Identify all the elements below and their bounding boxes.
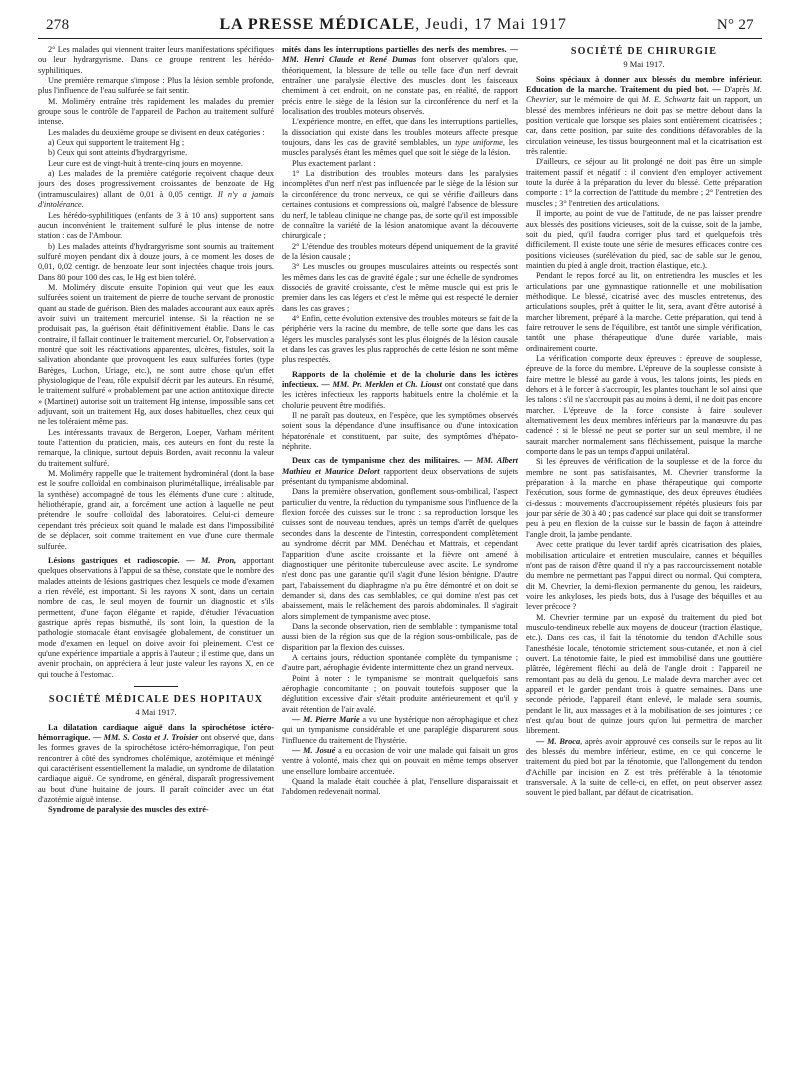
paragraph-text: ont constaté que dans les ictères infectieux les rapports habituels entre la cholémie et la cholurie peuvent être modifiés. xyxy=(282,380,518,410)
paragraph xyxy=(38,556,274,680)
article-author: M. E. Schwartz xyxy=(641,95,695,105)
section-title: SOCIÉTÉ MÉDICALE DES HOPITAUX xyxy=(48,693,264,705)
paragraph xyxy=(526,75,762,158)
paragraph: Quand la malade était couchée à plat, l'ensellure disparaissait et l'abdomen redevenait normal. xyxy=(282,777,518,797)
paragraph: 2° Les malades qui viennent traiter leurs manifestations spécifiques ou leur hydrargyrisme. Dans ce groupe rentrent les hérédo-syphilitiques. xyxy=(38,45,274,75)
section-title: SOCIÉTÉ DE CHIRURGIE xyxy=(570,46,718,57)
page-number: 278 xyxy=(46,17,70,33)
article-title: Lésions gastriques et radioscopie. — xyxy=(48,555,202,565)
paragraph xyxy=(282,746,518,777)
article-author: MM. Henri Claude et René Dumas xyxy=(282,55,417,65)
paragraph: Si les épreuves de vérification de la souplesse et de la force du membre ne sont pas satisfaisantes, M. Chevrier transforme la préparation à la marche en phase thérapeutique qui comporte l'exécution, sous forme de gymnastique, des deux épreuves étudiées ci-dessus : mouvements d'accroupissement répétés plusieurs fois par jour par série de 30 à 40 ; pas cadencé sur place qui doit se transformer peu à peu en flexion de la cuisse sur le bassin de façon à atteindre l'angle droit, la jambe pendante. xyxy=(526,457,762,539)
paragraph: Pendant le repos forcé au lit, on entretiendra les muscles et les articulations par une gymnastique rationnelle et une mobilisation méthodique. Le blessé, cicatrisé avec des muscles entretenus, des articulations souples, prêt à quitter le lit, sera, avant d'être autorisé à marcher librement, préparé à la marche. Cette préparation, qui tend à faire retrouver le sens de l'équilibre, est tantôt une simple vérification, tantôt une phase thérapeutique d'une durée variable, mais ordinairement courte. xyxy=(526,271,762,353)
issue-date: , Jeudi, 17 Mai 1917 xyxy=(415,16,567,33)
article-title: Syndrome de paralysie des muscles des extré- xyxy=(48,805,209,815)
journal-name: LA PRESSE MÉDICALE xyxy=(219,16,416,33)
section-date: 9 Mai 1917. xyxy=(623,59,665,70)
article-author: MM. Pr. Merklen et Ch. Lioust xyxy=(332,380,442,389)
paragraph: M. Moliméry discute ensuite l'opinion qui veut que les eaux sulfurées soient un traitement de pierre de touche servant de pronostic quant au stade de guérison. Bien des malades accourant aux eaux après avoir suivi un traitement mercuriel intense. Si la réaction ne se produisait pas, la guérison était définitivement établie. Dans le cas contraire, il fallait continuer le traitement mercuriel. Or, l'observation a montré que soit les réactivations apparentes, ulcères, fistules, soit la salivation abondante que provoquent les eaux sulfurées fortes (type Barèges, Luchon, Uriage, etc.), ne sont autre chose qu'un effet physiologique de l'eau, rôle expulsif décrit par les auteurs. En résumé, le traitement sulfuré « probablement par une action antitoxique directe » (Martinet) autorise soit un traitement Hg intense, impossible sans cet adjuvant, soit un traitement Hg, aux doses habituelles, chez ceux qui ne les toléraient même pas. xyxy=(38,282,274,427)
paragraph xyxy=(526,737,762,799)
column-2 xyxy=(282,45,518,816)
paragraph: Point à noter : le tympanisme se montrait quelquefois sans aérophagie concomitante ; on pouvait toutefois supposer que la déglutition excessive d'air s'était produite antérieurement et qu'il y avait rétention de l'air avalé. xyxy=(282,673,518,714)
journal-title xyxy=(219,16,566,34)
article-title: Soins spéciaux à donner aux blessés du membre inférieur. Education de la marche. Traitement du pied bot. — xyxy=(526,74,762,95)
paragraph-text: font observer qu'alors que, théoriquement, la blessure de telle ou telle face d'un nerf devrait entraîner une paralysie élective des muscles dont les faisceaux chemiment à cet endroit, on ne constate pas, en réalité, de rapport précis entre le siège de la lésion sur la circonférence du nerf et la localisation des troubles moteurs observés. xyxy=(282,55,518,117)
text-columns xyxy=(38,45,762,816)
paragraph-text: , après avoir approuvé ces conseils sur le repos au lit des blessés du membre inférieur, estime, en ce qui concerne le traitement du pied bot par la ténotomie, que l'allongement du tendon d'Achille par incision en Z est très préférable à la ténotomie transversale. A la suite de celle-ci, en effet, on peut observer assez souvent le pied ballant, par défaut de cicatrisation. xyxy=(526,736,762,798)
paragraph-text: a eu occasion de voir une malade qui faisait un gros ventre à volonté, mais chez qui on pouvait en même temps observer une ensellure lombaire accentuée. xyxy=(282,746,518,776)
article-title: La dilatation cardiaque aiguë dans la spirochétose ictéro-hémorragique. — xyxy=(38,722,274,742)
section-date: 4 Mai 1917. xyxy=(135,707,177,718)
paragraph-text: fait un rapport, un blessé des membres inférieurs ne doit pas se mettre debout dans la position verticale que lorsque ses plaies sont entièrement cicatrisées ; car, dans cette position, par suite des conditions défavorables de la circulation veineuse, les tissus bourgeonnent mal et la cicatrisation est très ralentie. xyxy=(526,95,762,157)
paragraph: Plus exactement parlant : xyxy=(292,158,376,168)
column-1 xyxy=(38,45,274,816)
article-title: mités dans les interruptions partielles des nerfs des membres. — xyxy=(282,45,518,54)
paragraph: b) Les malades atteints d'hydrargyrisme sont soumis au traitement sulfuré moyen pendant dix à douze jours, à ce moment les doses de 0,01, 0,02 centigr. de benzoate leur sont injectées chaque trois jours. Dans 80 pour 100 des cas, le Hg est bien toléré. xyxy=(38,241,274,282)
paragraph-text: ont observé que, dans les formes graves de la spirochétose ictéro-hémorragique, l'on peut rencontrer à côté des syndromes cholémique, azotémique et méningé qui caractérisent essentiellement la maladie, un syndrome de dilatation cardiaque aiguë. Ce syndrome, en général, disparaît progressivement au bout d'une huitaine de jours. Il paraît coïncider avec un état d'azotémie aiguë intense. xyxy=(38,733,274,805)
paragraph: a) Ceux qui supportent le traitement Hg ; xyxy=(48,138,185,148)
paragraph xyxy=(282,456,518,487)
paragraph: Les malades du deuxième groupe se divisent en deux catégories : xyxy=(48,127,265,137)
paragraph xyxy=(282,715,518,746)
article-author: — M. Josué xyxy=(292,746,336,756)
paragraph: Leur cure est de vingt-huit à trente-cinq jours en moyenne. xyxy=(48,158,243,168)
paragraph-text: a vu une hystérique non aérophagique et chez qui un tympanisme considérable et une paraplégie disparurent sous l'influence du traitement de l'hystérie. xyxy=(282,715,518,745)
paragraph: Les intéressants travaux de Bergeron, Loeper, Varham méritent toute l'attention du praticien, mais, ces auteurs en font du reste la remarque, la clinique, surtout depuis Borden, avait reconnu la valeur du traitement sulfuré. xyxy=(38,427,274,468)
paragraph: 3° Les muscles ou groupes musculaires atteints ou respectés sont les mêmes dans les cas de gravité égale ; sur une échelle de syndromes dissociés de gravité croissante, c'est le même muscle qui est pris le premier dans les cas légers et c'est le même qui est respecté le dernier dans les cas graves ; xyxy=(282,262,518,313)
section-rule xyxy=(134,686,178,687)
article-author: — M. Pierre Marie xyxy=(292,715,360,724)
paragraph-text: , les muscles paralysés étant les mêmes quel que soit le siège de la lésion. xyxy=(282,138,518,158)
paragraph-text: rapportent deux observations de sujets présentant du tympanisme abdominal. xyxy=(282,466,518,487)
issue-number: N° 27 xyxy=(716,17,754,33)
paragraph: Il importe, au point de vue de l'attitude, de ne pas laisser prendre aux blessés des positions vicieuses, soit de la cuisse, soit de la jambe, soit du pied, qu'il faudra corriger plus tard et quelquefois très difficilement. Il existe toute une série de mesures efficaces contre ces positions vicieuses (surélévation du pied, sac de sable sur le genou, maintien du pied à angle droit, traction élastique, etc.). xyxy=(526,209,762,270)
paragraph: b) Ceux qui sont atteints d'hydrargyrisme. xyxy=(48,148,188,158)
paragraph: Dans la première observation, gonflement sous-ombilical, l'aspect particulier du ventre, la réduction du tympanisme sous l'influence de la flexion forcée des cuisses sur le tronc : sa reproduction lorsque les cuisses sont de nouveau tendues, après un temps d'arrêt de quelques secondes dans la descente de l'intestin, correspondent complètement au syndrome décrit par MM. Denéchau et Mattrais, et cependant l'apparition d'une ascite croissante et la fièvre ont amené à diagnostiquer une péritonite tuberculeuse avec ascite. Le syndrome n'est donc pas une garantie qu'il s'agit d'une lésion bénigne. D'autre part, l'abaissement du diaphragme n'a pu être démontré et on doit se demander si, dans des cas semblables, ce qui domine n'est pas cet abaissement, mais le relâchement des parois abdominales. Il s'agirait alors simplement de tympanisme avec ptose. xyxy=(282,487,518,621)
article-author: M. Pron, xyxy=(201,555,237,565)
article-title: Rapports de la cholémie et de la cholurie dans les ictères infectieux. — xyxy=(282,369,518,389)
paragraph: Dans la seconde observation, rien de semblable : tympanisme total aussi bien de la région sus que de la région sous-ombilicale, pas de disparition par la flexion des cuisses. xyxy=(282,621,518,652)
article-title: Deux cas de tympanisme chez des militaires. — xyxy=(292,456,477,466)
paragraph: La vérification comporte deux épreuves : épreuve de souplesse, épreuve de la force du membre. L'épreuve de la souplesse consiste à faire mettre le blessé au garde à vous, les talons joints, les pieds en dehors et à le forcer à s'accroupir, les plantes touchant le sol ainsi que les talons : s'il ne s'accroupit pas au moins à demi, il ne doit pas encore marcher. L'épreuve de la force consiste à faire soulever alternativement les deux membres inférieurs par la manœuvre du pas cadencé : si le blessé ne peut se porter sur un seul membre, il ne saurait marcher normalement sans fléchissement, puisque la marche comporte dans le pas un temps d'appui unilatéral. xyxy=(526,353,762,457)
paragraph-text: , sur le mémoire de qui xyxy=(555,95,642,105)
paragraph: Avec cette pratique du lever tardif après cicatrisation des plaies, mobilisation articulaire et entretien musculaire, cannes et béquilles n'ont pas de raison d'être quand il n'y a pas raccourcissement notable du membre ne permettant pas l'appui direct ou normal. Qui comptera, dit M. Chevrier, la demi-flexion permanente du genou, les raideurs, voire les ankyloses, les pieds bots, dus à l'usage des béquilles et au lever précoce ? xyxy=(526,540,762,612)
italic-text: Il n'y a jamais d'intolérance. xyxy=(38,189,274,210)
paragraph: Les hérédo-syphilitiques (enfants de 3 à 10 ans) supportent sans aucun inconvénient le traitement sulfuré le plus intense de notre station : cas de l'Ambour. xyxy=(38,210,274,241)
paragraph-text: a) Les malades de la première catégorie reçoivent chaque deux jours des doses progressivement croissantes de benzoate de Hg (intramusculaires) allant de 0,01 à 0,05 centigr. xyxy=(38,169,274,199)
paragraph: Il ne paraît pas douteux, en l'espèce, que les symptômes observés soient sous la dépendance d'une insuffisance ou d'une intoxication hépatorénale et constituent, par suite, des symptômes d'hépato-néphrite. xyxy=(282,411,518,452)
paragraph: 1° La distribution des troubles moteurs dans les paralysies incomplètes d'un nerf n'est pas influencée par le siège de la lésion sur la circonférence du tronc nerveux, ce qui se vérifie d'ailleurs dans certaines contusions et compressions où, malgré l'absence de blessure du nerf, le tableau clinique ne change pas, de sorte qu'il est impossible de connaître la variété de la lésion anatomique avant la découverte chirurgicale ; xyxy=(282,169,518,241)
paragraph-text: apportant quelques observations à l'appui de sa thèse, constate que le nombre des malades atteints de lésions gastriques chez lesquels ce mode d'examen a rien révélé, est important. Si les rayons X sont, dans un certain nombre de cas, le seul moyen de fournir un diagnostic et s'ils permettent, d'une façon élégante et rapide, d'étudier l'évacuation gastrique après repas bismuthé, ils sont loin, la question de la pathologie stomacale étant envisagée globalement, de constituer un mode d'examen en lequel on doive avoir foi pleinement. C'est ce qu'une expérience impartiale a appris à l'auteur ; il estime que, dans un avenir prochain, on appréciera à leur juste valeur les rayons X, en ce qui touche à l'estomac. xyxy=(38,555,274,679)
article-author: MM. S. Costa et J. Troisier xyxy=(103,733,199,742)
paragraph: D'ailleurs, ce séjour au lit prolongé ne doit pas être un simple traitement passif et négatif : il convient d'en employer activement toute la durée à la préparation du lever du blessé. Cette préparation comporte : 1° la correction de l'attitude du membre ; 2° l'entretien des muscles ; 3° l'entretien des articulations. xyxy=(526,157,762,208)
paragraph xyxy=(282,370,518,411)
paragraph-text: D'après xyxy=(724,85,753,95)
paragraph-text: L'expérience montre, en effet, que dans les interruptions partielles, la dissociation qui existe dans les troubles moteurs affecte presque toujours, dans les cas de gravité semblables, un xyxy=(282,117,518,148)
paragraph xyxy=(282,117,518,158)
paragraph: M. Moliméry entraîne très rapidement les malades du premier groupe sous le contrôle de l'appareil de Pachon au traitement sulfuré intense. xyxy=(38,96,274,127)
paragraph: 2° L'étendue des troubles moteurs dépend uniquement de la gravité de la lésion causale ; xyxy=(282,241,518,261)
paragraph xyxy=(282,45,518,117)
column-3 xyxy=(526,45,762,816)
italic-text: type uniforme xyxy=(455,138,503,148)
paragraph: A certains jours, réduction spontanée complète du tympanisme ; d'autre part, aérophagie évidente intermittente chez un grand nerveux. xyxy=(282,652,518,673)
paragraph: M. Moliméry rappelle que le traitement hydrominéral (dont la base est le soufre colloïdal en combinaison plurimétallique, irréalisable par la synthèse) accompagné de tous les éléments d'une cure : altitude, héliothérapie, grand air, a forcément une action à laquelle ne peut prétendre le soufre colloïdal des laboratoires. Celui-ci demeure cependant très précieux soit quand le malade est dans l'impossibilité de se déplacer, soit comme traitement en vue d'une cure thermale sulfurée. xyxy=(38,469,274,551)
paragraph: M. Chevrier termine par un exposé du traitement du pied bot musculo-tendineux rebelle aux moyens de douceur (traction élastique, etc.). Dans ces cas, il fait la ténotomie du tendon d'Achille sous l'anesthésie locale, ténotomie strictement sous-cutanée, et non à ciel ouvert. La ténotomie faite, le pied est immobilisé dans une gouttière plâtrée, légèrement fléchi au delà de l'angle droit : l'appareil ne remontant pas au delà du genou. Le malade devra marcher avec cet appareil et le garder pendant trois à quatre semaines. Dans une seconde période, l'appareil étant enlevé, le malade sera soumis, pendant le lit, aux massages et à la mobilisation de ses jointures ; ce n'est qu'au bout de quinze jours qu'on lui permettra de marcher librement. xyxy=(526,612,762,736)
paragraph xyxy=(38,169,274,210)
paragraph xyxy=(38,723,274,806)
article-author: MM. Albert Mathieu et Maurice Delort xyxy=(282,456,518,476)
article-author: M. Chevrier xyxy=(526,85,762,105)
paragraph: Une première remarque s'impose : Plus la lésion semble profonde, plus l'influence de l'eau sulfurée se fait sentir. xyxy=(38,76,274,96)
paragraph: 4° Enfin, cette évolution extensive des troubles moteurs se fait de la périphérie vers la racine du membre, de telle sorte que dans les cas légers les muscles paralysés sont les plus éloignés de la lésion causale et dans les cas graves les plus rapprochés de cette lésion ne sont même plus respectés. xyxy=(282,313,518,365)
article-author: — M. Broca xyxy=(536,736,581,746)
running-head xyxy=(38,14,762,39)
